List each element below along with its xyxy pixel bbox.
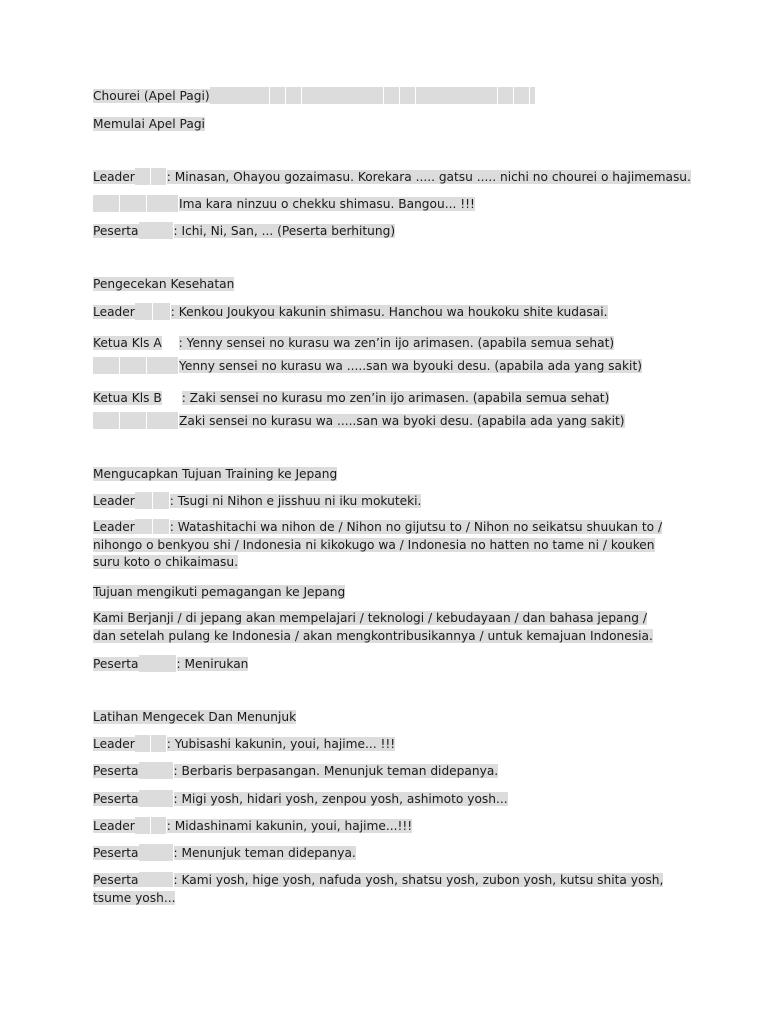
utterance: : Tsugi ni Nihon e jisshuu ni iku mokuteki. [169, 494, 422, 508]
speaker: Peserta [93, 873, 139, 887]
pledge-paragraph: Kami Berjanji / di jepang akan mempelajari / teknologi / kebudayaan / dan bahasa jepang / dan setelah pulang ke Indonesia / akan mengkontribusikannya / untuk kemajuan Indonesia. [93, 611, 653, 643]
utterance: : Kami yosh, hige yosh, nafuda yosh, shatsu yosh, zubon yosh, kutsu shita yosh, tsume yosh... [93, 873, 664, 905]
speaker: Leader [93, 737, 135, 751]
utterance: Zaki sensei no kurasu wa .....san wa byoki desu. (apabila ada yang sakit) [179, 414, 625, 428]
dialogue-line [93, 735, 395, 753]
dialogue-line [93, 195, 475, 213]
utterance: : Yenny sensei no kurasu wa zen’in ijo arimasen. (apabila semua sehat) [178, 336, 615, 350]
title-text: Chourei (Apel Pagi) [93, 89, 210, 103]
speaker: Peserta [93, 657, 139, 671]
utterance: : Migi yosh, hidari yosh, zenpou yosh, ashimoto yosh... [173, 792, 508, 806]
section-heading: Memulai Apel Pagi [93, 117, 205, 131]
speaker: Leader [93, 170, 135, 184]
utterance: : Minasan, Ohayou gozaimasu. Korekara ..... gatsu ..... nichi no chourei o hajimemasu. [166, 170, 691, 184]
utterance: : Menirukan [176, 657, 249, 671]
dialogue-line [93, 303, 608, 321]
dialogue-line [93, 790, 508, 808]
utterance: : Midashinami kakunin, youi, hajime...!!! [166, 819, 413, 833]
document-title [93, 87, 536, 105]
dialogue-line [93, 412, 625, 430]
dialogue-line [93, 817, 412, 835]
speaker: Leader [93, 494, 135, 508]
speaker: Leader [93, 819, 135, 833]
speaker: Ketua Kls A [93, 336, 162, 350]
sub-heading: Tujuan mengikuti pemagangan ke Jepang [93, 585, 346, 599]
dialogue-line [93, 844, 356, 862]
speaker: Peserta [93, 224, 139, 238]
dialogue-line [93, 385, 609, 407]
utterance: : Yubisashi kakunin, youi, hajime... !!! [166, 737, 396, 751]
speaker: Leader [93, 520, 135, 534]
speaker: Ketua Kls B [93, 391, 162, 405]
dialogue-paragraph [93, 872, 668, 907]
utterance: : Berbaris berpasangan. Menunjuk teman didepanya. [173, 764, 499, 778]
speaker: Peserta [93, 764, 139, 778]
dialogue-line [93, 222, 395, 240]
speaker: Peserta [93, 792, 139, 806]
utterance: : Menunjuk teman didepanya. [173, 846, 356, 860]
dialogue-line [93, 762, 498, 780]
tab-filler [210, 87, 536, 104]
utterance: : Watashitachi wa nihon de / Nihon no gijutsu to / Nihon no seikatsu shuukan to / nihongo o benkyou shi / Indonesia ni kikokugo wa / Indonesia no hatten no tame ni / kouken suru koto o chikaimasu. [93, 520, 663, 569]
utterance: : Zaki sensei no kurasu mo zen’in ijo arimasen. (apabila semua sehat) [181, 391, 610, 405]
speaker: Leader [93, 305, 135, 319]
section-heading: Mengucapkan Tujuan Training ke Jepang [93, 467, 338, 481]
utterance: : Ichi, Ni, San, ... (Peserta berhitung) [173, 224, 396, 238]
dialogue-line [93, 357, 642, 375]
section-heading: Pengecekan Kesehatan [93, 277, 235, 291]
dialogue-line [93, 492, 421, 510]
utterance: Ima kara ninzuu o chekku shimasu. Bangou... !!! [179, 197, 475, 211]
dialogue-line [93, 655, 248, 673]
utterance: Yenny sensei no kurasu wa .....san wa byouki desu. (apabila ada yang sakit) [179, 359, 642, 373]
dialogue-paragraph [93, 519, 668, 572]
dialogue-line [93, 168, 691, 186]
utterance: : Kenkou Joukyou kakunin shimasu. Hanchou wa houkoku shite kudasai. [170, 305, 608, 319]
section-heading: Latihan Mengecek Dan Menunjuk [93, 710, 297, 724]
speaker: Peserta [93, 846, 139, 860]
dialogue-line [93, 330, 614, 352]
